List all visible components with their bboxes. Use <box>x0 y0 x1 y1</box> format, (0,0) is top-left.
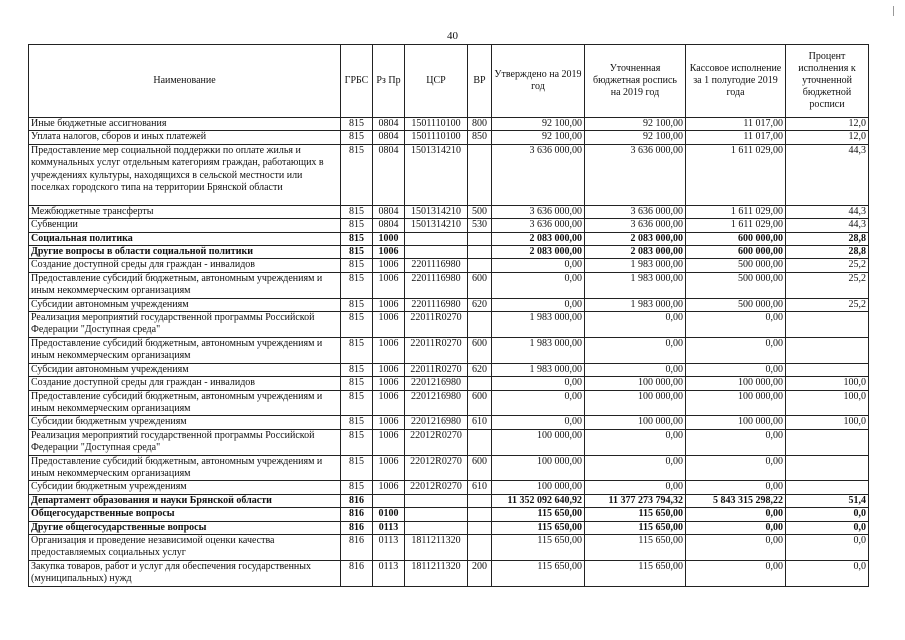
cell-name: Реализация мероприятий государственной программы Российской Федерации "Доступная среда" <box>29 429 341 455</box>
cell-rzpr: 0804 <box>373 118 405 131</box>
cell-vr: 600 <box>468 272 492 298</box>
cell-vr <box>468 144 492 205</box>
cell-refined: 2 083 000,00 <box>585 246 686 259</box>
cell-grbs: 815 <box>341 131 373 144</box>
cell-grbs: 815 <box>341 272 373 298</box>
cell-csr: 2201116980 <box>405 298 468 311</box>
cell-approved: 0,00 <box>492 272 585 298</box>
cell-grbs: 815 <box>341 259 373 272</box>
cell-approved: 100 000,00 <box>492 481 585 494</box>
cell-percent <box>786 455 869 481</box>
table-row <box>29 481 869 494</box>
cell-vr <box>468 494 492 507</box>
table-row <box>29 312 869 338</box>
table-row <box>29 560 869 586</box>
cell-cash: 0,00 <box>686 534 786 560</box>
cell-grbs: 816 <box>341 521 373 534</box>
cell-cash: 0,00 <box>686 363 786 376</box>
cell-refined: 1 983 000,00 <box>585 272 686 298</box>
cell-refined: 0,00 <box>585 455 686 481</box>
cell-grbs: 816 <box>341 508 373 521</box>
cell-refined: 115 650,00 <box>585 560 686 586</box>
cell-name: Реализация мероприятий государственной программы Российской Федерации "Доступная среда" <box>29 312 341 338</box>
cell-name: Предоставление субсидий бюджетным, автономным учреждениям и иным некоммерческим организациям <box>29 337 341 363</box>
cell-cash: 0,00 <box>686 560 786 586</box>
table-row <box>29 272 869 298</box>
table-row <box>29 416 869 429</box>
cell-vr: 530 <box>468 219 492 232</box>
cell-csr <box>405 232 468 245</box>
cell-rzpr: 1006 <box>373 246 405 259</box>
cell-name: Межбюджетные трансферты <box>29 205 341 218</box>
cell-csr: 1811211320 <box>405 560 468 586</box>
cell-refined: 3 636 000,00 <box>585 144 686 205</box>
cell-csr: 1501314210 <box>405 219 468 232</box>
cell-percent: 25,2 <box>786 298 869 311</box>
cell-cash: 600 000,00 <box>686 232 786 245</box>
cell-refined: 115 650,00 <box>585 508 686 521</box>
cell-percent: 0,0 <box>786 508 869 521</box>
cell-vr: 610 <box>468 481 492 494</box>
cell-cash: 500 000,00 <box>686 272 786 298</box>
cell-rzpr: 1006 <box>373 416 405 429</box>
cell-rzpr: 0804 <box>373 205 405 218</box>
cell-vr <box>468 429 492 455</box>
table-row <box>29 337 869 363</box>
cell-name: Создание доступной среды для граждан - инвалидов <box>29 377 341 390</box>
cell-refined: 115 650,00 <box>585 521 686 534</box>
cell-cash: 1 611 029,00 <box>686 205 786 218</box>
cell-percent: 28,8 <box>786 246 869 259</box>
cell-percent: 44,3 <box>786 205 869 218</box>
cell-cash: 500 000,00 <box>686 259 786 272</box>
cell-csr: 1501314210 <box>405 205 468 218</box>
cell-approved: 3 636 000,00 <box>492 205 585 218</box>
cell-rzpr: 1006 <box>373 390 405 416</box>
cell-vr: 620 <box>468 363 492 376</box>
cell-percent <box>786 481 869 494</box>
cell-cash: 0,00 <box>686 429 786 455</box>
cell-grbs: 815 <box>341 205 373 218</box>
cell-csr: 22012R0270 <box>405 481 468 494</box>
cell-refined: 100 000,00 <box>585 390 686 416</box>
table-row <box>29 390 869 416</box>
cell-approved: 1 983 000,00 <box>492 312 585 338</box>
cell-refined: 3 636 000,00 <box>585 219 686 232</box>
cell-approved: 92 100,00 <box>492 118 585 131</box>
cell-name: Другие общегосударственные вопросы <box>29 521 341 534</box>
cell-percent: 25,2 <box>786 272 869 298</box>
cell-vr <box>468 246 492 259</box>
cell-refined: 0,00 <box>585 481 686 494</box>
cell-rzpr <box>373 494 405 507</box>
cell-approved: 115 650,00 <box>492 534 585 560</box>
cell-approved: 100 000,00 <box>492 455 585 481</box>
cell-grbs: 815 <box>341 455 373 481</box>
cell-grbs: 815 <box>341 337 373 363</box>
cell-cash: 1 611 029,00 <box>686 144 786 205</box>
table-row <box>29 298 869 311</box>
cell-percent: 0,0 <box>786 560 869 586</box>
cell-refined: 0,00 <box>585 312 686 338</box>
cell-rzpr: 1006 <box>373 481 405 494</box>
table-row <box>29 131 869 144</box>
table-row <box>29 534 869 560</box>
budget-table <box>28 44 869 587</box>
cell-rzpr: 1006 <box>373 259 405 272</box>
header-name: Наименование <box>29 45 341 118</box>
cell-grbs: 815 <box>341 363 373 376</box>
table-row <box>29 363 869 376</box>
header-rzpr: Рз Пр <box>373 45 405 118</box>
cell-percent <box>786 363 869 376</box>
cell-grbs: 816 <box>341 560 373 586</box>
cell-grbs: 815 <box>341 429 373 455</box>
cell-percent <box>786 429 869 455</box>
cell-csr: 22012R0270 <box>405 455 468 481</box>
cell-name: Субсидии бюджетным учреждениям <box>29 481 341 494</box>
cell-grbs: 815 <box>341 144 373 205</box>
cell-cash: 100 000,00 <box>686 390 786 416</box>
cell-vr <box>468 377 492 390</box>
cell-percent <box>786 312 869 338</box>
cell-approved: 100 000,00 <box>492 429 585 455</box>
cell-grbs: 815 <box>341 377 373 390</box>
cell-rzpr: 1006 <box>373 429 405 455</box>
cell-csr: 2201116980 <box>405 272 468 298</box>
cell-refined: 1 983 000,00 <box>585 259 686 272</box>
cell-csr: 2201216980 <box>405 416 468 429</box>
cell-rzpr: 0100 <box>373 508 405 521</box>
cell-name: Предоставление субсидий бюджетным, автономным учреждениям и иным некоммерческим организациям <box>29 390 341 416</box>
cell-approved: 2 083 000,00 <box>492 232 585 245</box>
cell-csr: 22012R0270 <box>405 429 468 455</box>
cell-rzpr: 1006 <box>373 377 405 390</box>
cell-cash: 5 843 315 298,22 <box>686 494 786 507</box>
cell-rzpr: 1006 <box>373 363 405 376</box>
cell-grbs: 815 <box>341 390 373 416</box>
cell-name: Социальная политика <box>29 232 341 245</box>
cell-approved: 2 083 000,00 <box>492 246 585 259</box>
cell-percent: 100,0 <box>786 390 869 416</box>
cell-grbs: 815 <box>341 246 373 259</box>
cell-name: Общегосударственные вопросы <box>29 508 341 521</box>
table-row <box>29 429 869 455</box>
cell-approved: 0,00 <box>492 416 585 429</box>
cell-grbs: 816 <box>341 534 373 560</box>
cell-approved: 0,00 <box>492 390 585 416</box>
cell-csr <box>405 494 468 507</box>
cell-name: Субвенции <box>29 219 341 232</box>
cell-cash: 100 000,00 <box>686 377 786 390</box>
cell-csr <box>405 246 468 259</box>
cell-name: Предоставление субсидий бюджетным, автономным учреждениям и иным некоммерческим организациям <box>29 455 341 481</box>
cell-name: Департамент образования и науки Брянской области <box>29 494 341 507</box>
page-edge-mark <box>893 6 894 16</box>
cell-csr: 22011R0270 <box>405 337 468 363</box>
cell-refined: 92 100,00 <box>585 131 686 144</box>
cell-cash: 0,00 <box>686 521 786 534</box>
cell-rzpr: 1006 <box>373 337 405 363</box>
cell-approved: 115 650,00 <box>492 521 585 534</box>
cell-grbs: 815 <box>341 481 373 494</box>
cell-vr <box>468 259 492 272</box>
cell-cash: 100 000,00 <box>686 416 786 429</box>
cell-cash: 11 017,00 <box>686 118 786 131</box>
table-row <box>29 118 869 131</box>
cell-approved: 0,00 <box>492 298 585 311</box>
cell-cash: 600 000,00 <box>686 246 786 259</box>
cell-refined: 0,00 <box>585 337 686 363</box>
cell-name: Предоставление мер социальной поддержки по оплате жилья и коммунальных услуг отдельным категориям граждан, работающих в учреждениях культуры, находящихся в сельской местности или поселках городского типа на территории Брянской области <box>29 144 341 205</box>
cell-name: Создание доступной среды для граждан - инвалидов <box>29 259 341 272</box>
cell-grbs: 815 <box>341 232 373 245</box>
cell-rzpr: 0804 <box>373 131 405 144</box>
cell-name: Субсидии автономным учреждениям <box>29 298 341 311</box>
cell-grbs: 815 <box>341 219 373 232</box>
cell-percent <box>786 337 869 363</box>
cell-cash: 0,00 <box>686 337 786 363</box>
cell-percent: 44,3 <box>786 144 869 205</box>
cell-rzpr: 0113 <box>373 560 405 586</box>
cell-approved: 92 100,00 <box>492 131 585 144</box>
cell-cash: 11 017,00 <box>686 131 786 144</box>
table-row <box>29 508 869 521</box>
cell-refined: 92 100,00 <box>585 118 686 131</box>
cell-approved: 3 636 000,00 <box>492 144 585 205</box>
cell-percent: 51,4 <box>786 494 869 507</box>
cell-approved: 11 352 092 640,92 <box>492 494 585 507</box>
cell-percent: 0,0 <box>786 534 869 560</box>
cell-vr: 850 <box>468 131 492 144</box>
cell-refined: 11 377 273 794,32 <box>585 494 686 507</box>
cell-refined: 100 000,00 <box>585 416 686 429</box>
cell-vr <box>468 521 492 534</box>
cell-percent: 12,0 <box>786 131 869 144</box>
cell-refined: 3 636 000,00 <box>585 205 686 218</box>
cell-csr: 1811211320 <box>405 534 468 560</box>
cell-refined: 0,00 <box>585 429 686 455</box>
cell-vr <box>468 232 492 245</box>
table-row <box>29 377 869 390</box>
cell-vr <box>468 312 492 338</box>
cell-approved: 1 983 000,00 <box>492 363 585 376</box>
cell-rzpr: 0113 <box>373 534 405 560</box>
cell-vr: 600 <box>468 337 492 363</box>
cell-grbs: 815 <box>341 312 373 338</box>
header-refined: Уточненная бюджетная роспись на 2019 год <box>585 45 686 118</box>
table-body <box>29 118 869 587</box>
cell-csr <box>405 508 468 521</box>
cell-grbs: 815 <box>341 298 373 311</box>
cell-name: Субсидии автономным учреждениям <box>29 363 341 376</box>
cell-vr: 610 <box>468 416 492 429</box>
cell-approved: 1 983 000,00 <box>492 337 585 363</box>
cell-cash: 0,00 <box>686 312 786 338</box>
cell-cash: 0,00 <box>686 455 786 481</box>
cell-vr: 600 <box>468 455 492 481</box>
cell-csr: 2201116980 <box>405 259 468 272</box>
table-row <box>29 205 869 218</box>
cell-rzpr: 1006 <box>373 455 405 481</box>
cell-csr: 2201216980 <box>405 390 468 416</box>
cell-approved: 0,00 <box>492 259 585 272</box>
cell-cash: 0,00 <box>686 508 786 521</box>
cell-csr: 2201216980 <box>405 377 468 390</box>
header-vr: ВР <box>468 45 492 118</box>
cell-percent: 44,3 <box>786 219 869 232</box>
cell-approved: 3 636 000,00 <box>492 219 585 232</box>
cell-rzpr: 0804 <box>373 219 405 232</box>
header-approved: Утверждено на 2019 год <box>492 45 585 118</box>
cell-percent: 12,0 <box>786 118 869 131</box>
header-grbs: ГРБС <box>341 45 373 118</box>
cell-refined: 100 000,00 <box>585 377 686 390</box>
cell-csr: 1501110100 <box>405 131 468 144</box>
cell-cash: 1 611 029,00 <box>686 219 786 232</box>
cell-grbs: 816 <box>341 494 373 507</box>
cell-cash: 0,00 <box>686 481 786 494</box>
cell-csr: 1501110100 <box>405 118 468 131</box>
cell-grbs: 815 <box>341 118 373 131</box>
table-row <box>29 259 869 272</box>
cell-vr <box>468 534 492 560</box>
table-row <box>29 521 869 534</box>
cell-rzpr: 1000 <box>373 232 405 245</box>
header-percent: Процент исполнения к уточненной бюджетной росписи <box>786 45 869 118</box>
cell-approved: 0,00 <box>492 377 585 390</box>
cell-rzpr: 1006 <box>373 272 405 298</box>
table-row <box>29 246 869 259</box>
cell-name: Иные бюджетные ассигнования <box>29 118 341 131</box>
cell-vr: 800 <box>468 118 492 131</box>
cell-cash: 500 000,00 <box>686 298 786 311</box>
cell-refined: 0,00 <box>585 363 686 376</box>
cell-csr <box>405 521 468 534</box>
cell-csr: 22011R0270 <box>405 312 468 338</box>
cell-vr: 500 <box>468 205 492 218</box>
cell-refined: 115 650,00 <box>585 534 686 560</box>
table-row <box>29 494 869 507</box>
table-row <box>29 232 869 245</box>
cell-approved: 115 650,00 <box>492 560 585 586</box>
cell-percent: 100,0 <box>786 416 869 429</box>
cell-approved: 115 650,00 <box>492 508 585 521</box>
cell-refined: 2 083 000,00 <box>585 232 686 245</box>
table-row <box>29 455 869 481</box>
cell-rzpr: 1006 <box>373 298 405 311</box>
cell-name: Предоставление субсидий бюджетным, автономным учреждениям и иным некоммерческим организациям <box>29 272 341 298</box>
cell-rzpr: 0113 <box>373 521 405 534</box>
cell-percent: 28,8 <box>786 232 869 245</box>
header-cash: Кассовое исполнение за 1 полугодие 2019 года <box>686 45 786 118</box>
cell-percent: 100,0 <box>786 377 869 390</box>
table-row <box>29 219 869 232</box>
cell-csr: 22011R0270 <box>405 363 468 376</box>
cell-vr: 620 <box>468 298 492 311</box>
cell-csr: 1501314210 <box>405 144 468 205</box>
cell-rzpr: 1006 <box>373 312 405 338</box>
cell-vr <box>468 508 492 521</box>
page-number: 40 <box>447 30 458 42</box>
cell-vr: 200 <box>468 560 492 586</box>
cell-rzpr: 0804 <box>373 144 405 205</box>
table-row <box>29 144 869 205</box>
table-header-row <box>29 45 869 118</box>
cell-name: Уплата налогов, сборов и иных платежей <box>29 131 341 144</box>
cell-name: Другие вопросы в области социальной политики <box>29 246 341 259</box>
cell-percent: 25,2 <box>786 259 869 272</box>
cell-name: Организация и проведение независимой оценки качества предоставляемых социальных услуг <box>29 534 341 560</box>
cell-refined: 1 983 000,00 <box>585 298 686 311</box>
cell-vr: 600 <box>468 390 492 416</box>
header-csr: ЦСР <box>405 45 468 118</box>
cell-percent: 0,0 <box>786 521 869 534</box>
cell-name: Закупка товаров, работ и услуг для обеспечения государственных (муниципальных) нужд <box>29 560 341 586</box>
cell-name: Субсидии бюджетным учреждениям <box>29 416 341 429</box>
cell-grbs: 815 <box>341 416 373 429</box>
